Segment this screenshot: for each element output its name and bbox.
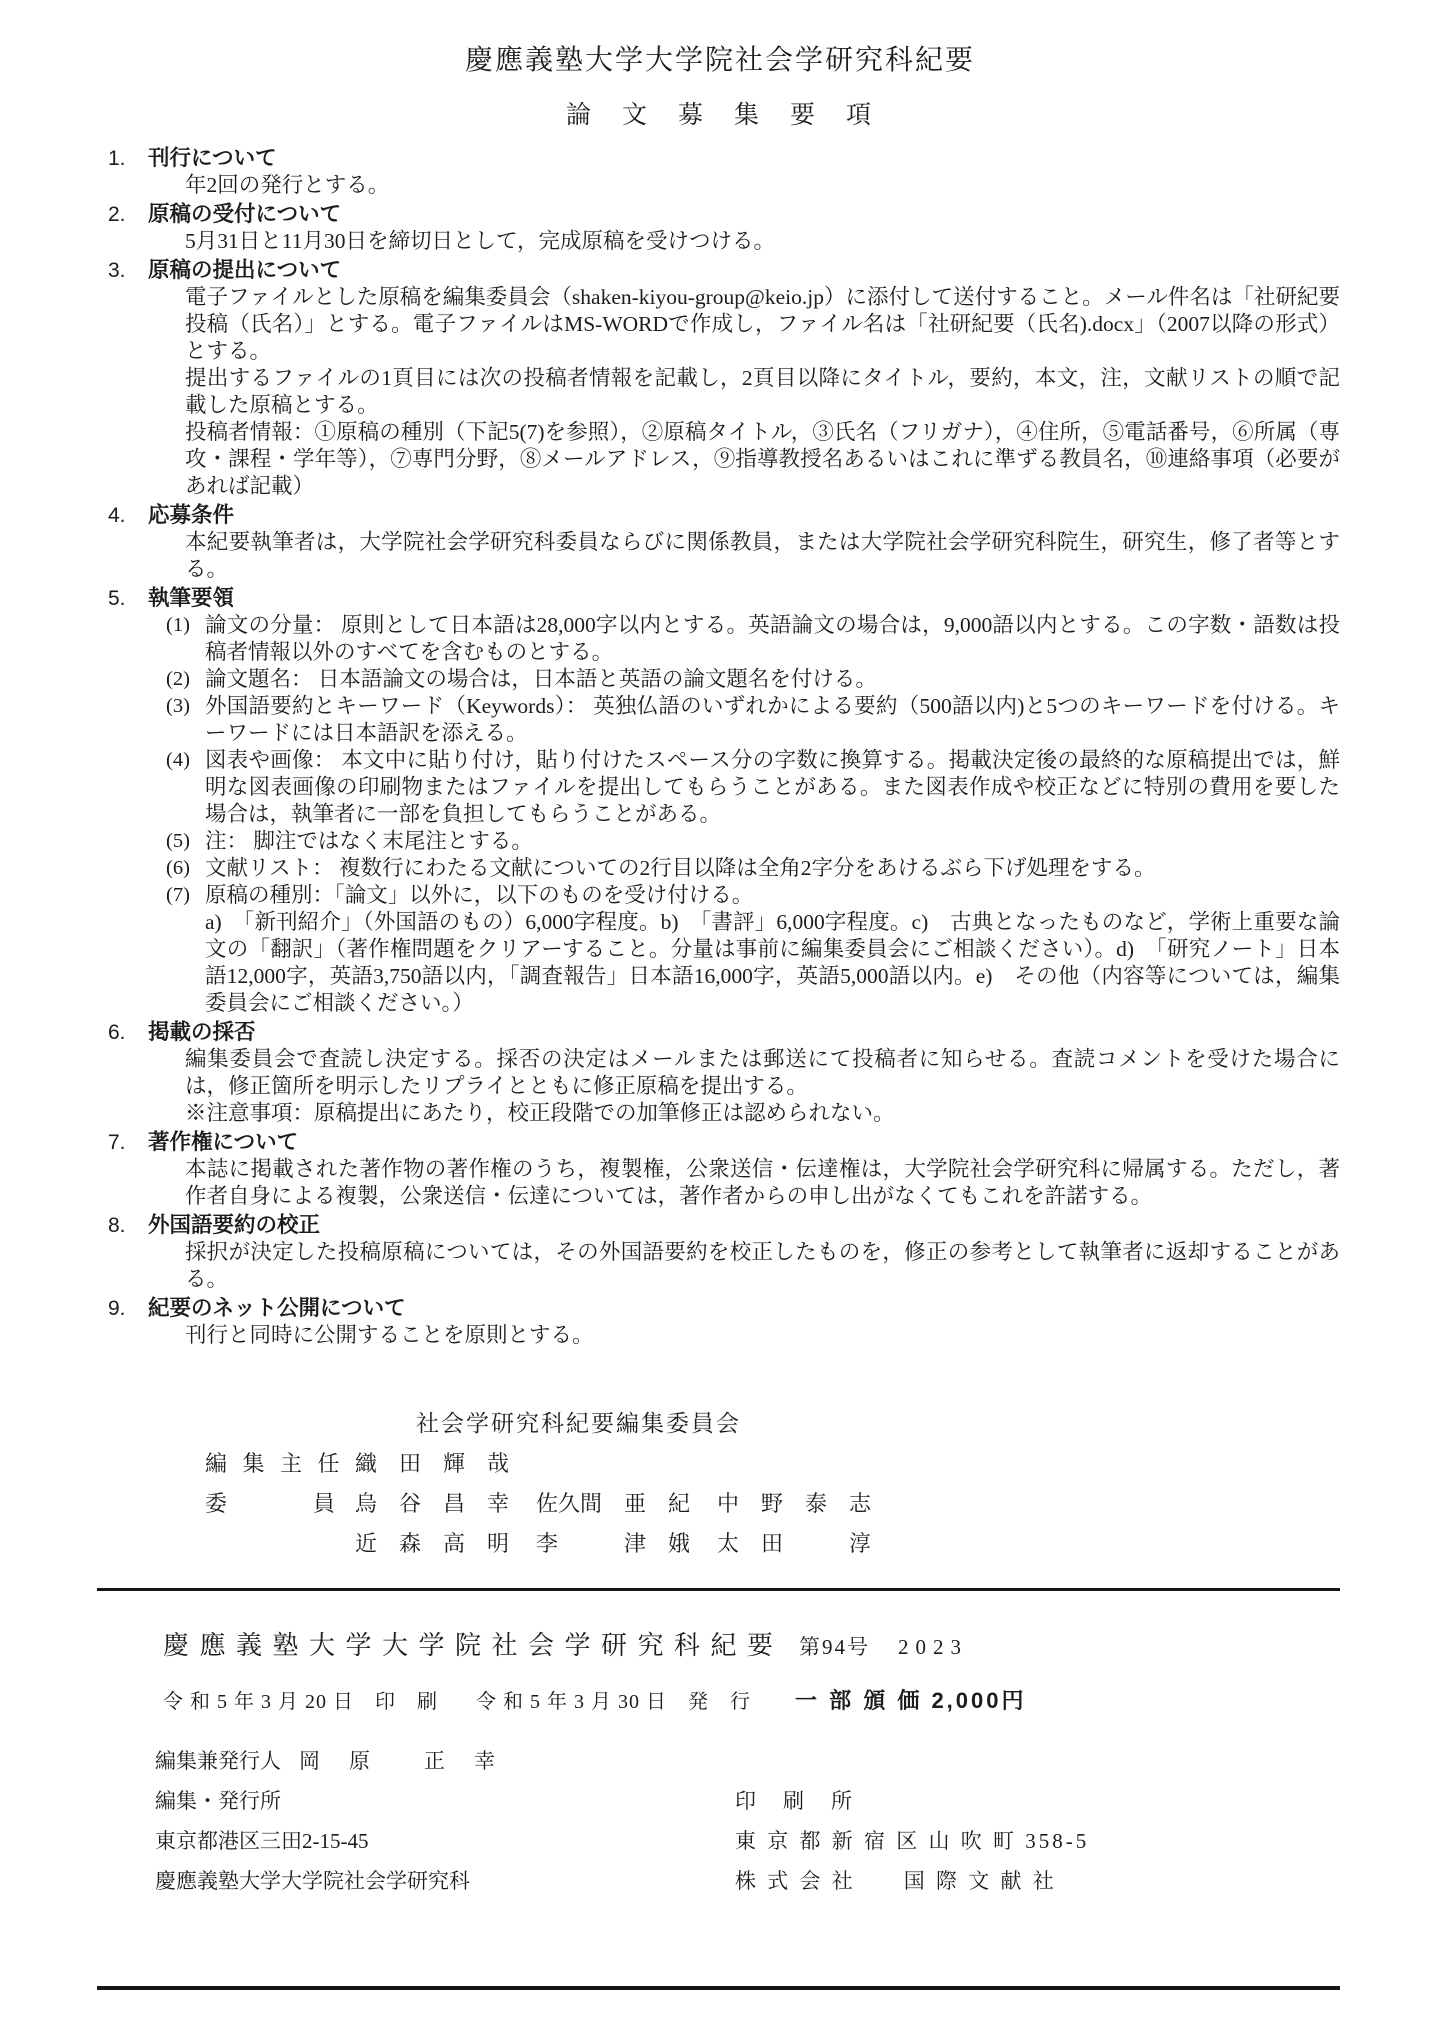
subitem (166, 882, 1340, 909)
section (100, 502, 1340, 583)
section-header (100, 145, 1340, 172)
section (100, 1129, 1340, 1210)
section-header (100, 585, 1340, 612)
section-paragraph: 刊行と同時に公開することを原則とする。 (185, 1323, 594, 1347)
section-heading: 応募条件 (148, 503, 235, 527)
section-heading: 著作権について (148, 1130, 299, 1154)
colophon-issue-number: 第94号 (799, 1635, 871, 1659)
sections-list (100, 145, 1340, 1349)
section (100, 257, 1340, 500)
colophon-publisher-block (155, 1741, 1340, 1901)
colophon-columns-labels (155, 1781, 1340, 1821)
colophon-editor-name: 岡 原 正 幸 (299, 1749, 499, 1773)
page-subtitle: 論 文 募 集 要 項 (565, 102, 874, 129)
colophon-journal-name: 慶 應 義 塾 大 学 大 学 院 社 会 学 研 究 科 紀 要 (163, 1631, 776, 1660)
colophon-dates-line (163, 1684, 1340, 1715)
publisher-address: 東京都港区三田2-15-45 (155, 1829, 369, 1853)
committee-member-name: 近 森 高 明 (355, 1531, 510, 1556)
subitem-number: (4) (166, 749, 190, 771)
section-number: 6. (108, 1021, 126, 1044)
subitem-text: 論文題名： 日本語論文の場合は，日本語と英語の論文題名を付ける。 (205, 667, 877, 691)
section-header (100, 257, 1340, 284)
section-number: 2. (108, 203, 126, 226)
printer-address: 東 京 都 新 宿 区 山 吹 町 358-5 (735, 1829, 1090, 1853)
subitem-text: 原稿の種別：「論文」以外に，以下のものを受け付ける。 (205, 883, 754, 907)
subitem (166, 747, 1340, 828)
section-heading: 外国語要約の校正 (148, 1213, 321, 1237)
committee-role: 委 員 (205, 1491, 341, 1516)
section (100, 1212, 1340, 1293)
colophon-editor-line (155, 1741, 1340, 1781)
committee-block (100, 1405, 1340, 1558)
subitem-number: (1) (166, 614, 190, 636)
page-title: 慶應義塾大学大学院社会学研究科紀要 (464, 45, 975, 76)
section-paragraph: 提出するファイルの1頁目には次の投稿者情報を記載し，2頁目以降にタイトル，要約，本文，注，文献リストの順で記載した原稿とする。 (185, 366, 1340, 417)
committee-member-name: 織 田 輝 哉 (355, 1451, 510, 1476)
committee-member-name: 烏 谷 昌 幸 (355, 1491, 510, 1516)
committee-rows (100, 1447, 1340, 1558)
subitem (166, 693, 1340, 747)
subitem-number: (7) (166, 884, 190, 906)
subitem-text: 論文の分量： 原則として日本語は28,000字以内とする。英語論文の場合は，9,000語以内とする。この字数・語数は投稿者情報以外のすべてを含むものとする。 (205, 613, 1340, 664)
committee-member-name: 李 津 娥 (536, 1531, 691, 1556)
committee-row (100, 1447, 1340, 1478)
divider-bottom (97, 1986, 1340, 1990)
subitem-text: 図表や画像： 本文中に貼り付け，貼り付けたスペース分の字数に換算する。掲載決定後の最終的な原稿提出では，鮮明な図表画像の印刷物またはファイルを提出してもらうことがある。また図表作成や校正などに特別の費用を要した場合は，執筆者に一部を負担してもらうことがある。 (205, 748, 1340, 826)
publisher-name: 慶應義塾大学大学院社会学研究科 (155, 1869, 470, 1893)
committee-member-name: 中 野 泰 志 (717, 1491, 872, 1516)
subitem (166, 666, 1340, 693)
subitem-number: (3) (166, 695, 190, 717)
colophon-print-date: 令 和 5 年 3 月 20 日 印 刷 (163, 1691, 438, 1713)
subitem-subtext: a) 「新刊紹介」（外国語のもの）6,000字程度。b) 「書評」6,000字程度。c) 古典となったものなど，学術上重要な論文の「翻訳」（著作権問題をクリアーすること。分量は事前に編集委員会にご相談ください）。d) 「研究ノート」日本語12,000字，英語3,750語以内，「調査報告」日本語16,000字，英語5,000語以内。e) その他（内容等については，編集委員会にご相談ください。） (205, 910, 1340, 1015)
section-number: 4. (108, 504, 126, 527)
section-paragraph: 本誌に掲載された著作物の著作権のうち，複製権，公衆送信・伝達権は，大学院社会学研究科に帰属する。ただし，著作者自身による複製，公衆送信・伝達については，著作者からの申し出がなくてもこれを許諾する。 (185, 1157, 1340, 1208)
subitem-number: (2) (166, 668, 190, 690)
subitem-text: 注： 脚注ではなく末尾注とする。 (205, 829, 533, 853)
section-heading: 執筆要領 (148, 586, 235, 610)
section-header (100, 201, 1340, 228)
section-heading: 原稿の提出について (148, 258, 342, 282)
publisher-office-label: 編集・発行所 (155, 1789, 281, 1813)
section-number: 9. (108, 1297, 126, 1320)
subitem-text: 外国語要約とキーワード（Keywords）： 英独仏語のいずれかによる要約（500語以内)と5つのキーワードを付ける。キーワードには日本語訳を添える。 (205, 694, 1340, 745)
section (100, 1295, 1340, 1349)
subitem (166, 612, 1340, 666)
printer-label: 印 刷 所 (735, 1789, 855, 1813)
committee-role: 編 集 主 任 (205, 1451, 345, 1476)
subitem (166, 855, 1340, 882)
colophon-columns-names (155, 1861, 1340, 1901)
section-header (100, 1295, 1340, 1322)
section-heading: 紀要のネット公開について (148, 1296, 406, 1320)
divider-top (97, 1588, 1340, 1591)
section (100, 1019, 1340, 1127)
colophon-publish-date: 令 和 5 年 3 月 30 日 発 行 (476, 1691, 751, 1713)
printer-name: 株 式 会 社 国 際 文 献 社 (735, 1869, 1057, 1893)
subitem-number: (6) (166, 857, 190, 879)
colophon-journal-line (163, 1625, 1340, 1662)
section-heading: 原稿の受付について (148, 202, 342, 226)
subitem (166, 828, 1340, 855)
section-header (100, 1019, 1340, 1046)
section-heading: 掲載の採否 (148, 1020, 256, 1044)
colophon-year: 2023 (898, 1635, 969, 1659)
colophon-price: 一 部 頒 価 2,000円 (795, 1688, 1027, 1713)
committee-row (100, 1487, 1340, 1518)
subitem-text: 文献リスト： 複数行にわたる文献についての2行目以降は全角2字分をあけるぶら下げ処理をする。 (205, 856, 1156, 880)
section-header (100, 1129, 1340, 1156)
section (100, 585, 1340, 1017)
section-number: 7. (108, 1131, 126, 1154)
section-number: 8. (108, 1214, 126, 1237)
committee-row (100, 1527, 1340, 1558)
section-number: 5. (108, 587, 126, 610)
colophon-editor-label: 編集兼発行人 (155, 1749, 281, 1773)
section-paragraph: 本紀要執筆者は，大学院社会学研究科委員ならびに関係教員，または大学院社会学研究科院生，研究生，修了者等とする。 (185, 530, 1340, 581)
section-header (100, 502, 1340, 529)
section-number: 3. (108, 259, 126, 282)
committee-title: 社会学研究科紀要編集委員会 (416, 1411, 741, 1436)
section-number: 1. (108, 147, 126, 170)
section-paragraph: 投稿者情報：①原稿の種別（下記5(7)を参照），②原稿タイトル，③氏名（フリガナ），④住所，⑤電話番号，⑥所属（専攻・課程・学年等），⑦専門分野，⑧メールアドレス，⑨指導教授名あるいはこれに準ずる教員名，⑩連絡事項（必要があれば記載） (185, 420, 1340, 498)
section-paragraph: 5月31日と11月30日を締切日として，完成原稿を受けつける。 (185, 229, 776, 253)
section-paragraph: 編集委員会で査読し決定する。採否の決定はメールまたは郵送にて投稿者に知らせる。査読コメントを受けた場合には，修正箇所を明示したリプライとともに修正原稿を提出する。 (185, 1047, 1340, 1098)
section-paragraph: 年2回の発行とする。 (185, 173, 390, 197)
subitem-number: (5) (166, 830, 190, 852)
section-header (100, 1212, 1340, 1239)
colophon-columns-addresses (155, 1821, 1340, 1861)
section (100, 201, 1340, 255)
section-paragraph: ※注意事項：原稿提出にあたり，校正段階での加筆修正は認められない。 (185, 1101, 895, 1125)
committee-member-name: 太 田 淳 (717, 1531, 872, 1556)
section-paragraph: 電子ファイルとした原稿を編集委員会（shaken-kiyou-group@keio.jp）に添付して送付すること。メール件名は「社研紀要投稿（氏名）」とする。電子ファイルはMS-WORDで作成し，ファイル名は「社研紀要（氏名).docx」（2007以降の形式）とする。 (185, 285, 1340, 363)
section-paragraph: 採択が決定した投稿原稿については，その外国語要約を校正したものを，修正の参考として執筆者に返却することがある。 (185, 1240, 1340, 1291)
committee-member-name: 佐久間 亜 紀 (536, 1491, 691, 1516)
section (100, 145, 1340, 199)
section-heading: 刊行について (148, 146, 277, 170)
